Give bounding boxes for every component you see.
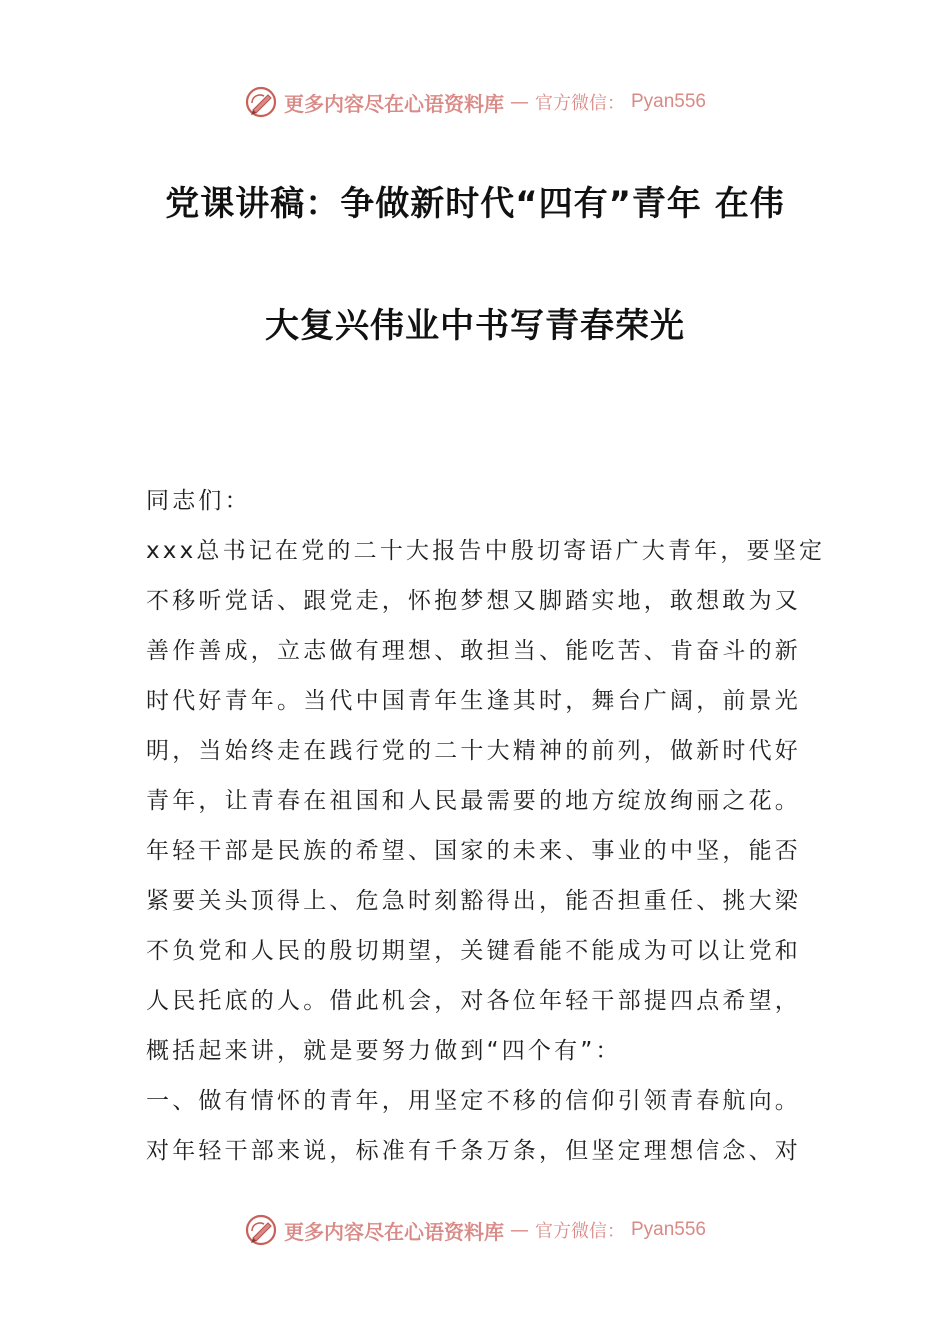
watermark-brand: 更多内容尽在心语资料库 xyxy=(283,1219,504,1244)
body-line: 一、做有情怀的青年，用坚定不移的信仰引领青春航向。 xyxy=(146,1088,801,1114)
pen-logo-icon xyxy=(244,85,278,119)
body-line: 不移听党话、跟党走，怀抱梦想又脚踏实地，敢想敢为又 xyxy=(146,588,801,614)
body-line: 不负党和人民的殷切期望，关键看能不能成为可以让党和 xyxy=(146,938,801,964)
document-title-line-2: 大复兴伟业中书写青春荣光 xyxy=(265,306,685,346)
body-line: 紧要关头顶得上、危急时刻豁得出，能否担重任、挑大梁 xyxy=(146,888,801,914)
watermark-separator: — xyxy=(509,1219,529,1241)
watermark-wechat-id: Pyan556 xyxy=(630,91,706,112)
body-line: 明，当始终走在践行党的二十大精神的前列，做新时代好 xyxy=(146,738,801,764)
body-line: 年轻干部是民族的希望、国家的未来、事业的中坚，能否 xyxy=(146,838,801,864)
body-line: 青年，让青春在祖国和人民最需要的地方绽放绚丽之花。 xyxy=(146,788,801,814)
body-line: 概括起来讲，就是要努力做到“四个有”： xyxy=(146,1038,622,1064)
watermark-wechat-label: 官方微信： xyxy=(534,1221,625,1242)
header-watermark xyxy=(0,82,950,122)
watermark-wechat-id: Pyan556 xyxy=(630,1219,706,1240)
watermark-brand: 更多内容尽在心语资料库 xyxy=(283,91,504,116)
body-line: 善作善成，立志做有理想、敢担当、能吃苦、肯奋斗的新 xyxy=(146,638,801,664)
watermark-separator: — xyxy=(509,91,529,113)
body-line: xxx总书记在党的二十大报告中殷切寄语广大青年，要坚定 xyxy=(146,538,826,564)
watermark-wechat-label: 官方微信： xyxy=(534,93,625,114)
pen-logo-icon xyxy=(244,1213,278,1247)
document-body xyxy=(146,476,826,1176)
body-line: 对年轻干部来说，标准有千条万条，但坚定理想信念、对 xyxy=(146,1138,801,1164)
document-title-line-1: 党课讲稿：争做新时代“四有”青年 在伟 xyxy=(165,184,785,224)
body-line: 同志们： xyxy=(146,488,251,514)
body-line: 时代好青年。当代中国青年生逢其时，舞台广阔，前景光 xyxy=(146,688,801,714)
body-line: 人民托底的人。借此机会，对各位年轻干部提四点希望， xyxy=(146,988,801,1014)
footer-watermark xyxy=(0,1210,950,1250)
